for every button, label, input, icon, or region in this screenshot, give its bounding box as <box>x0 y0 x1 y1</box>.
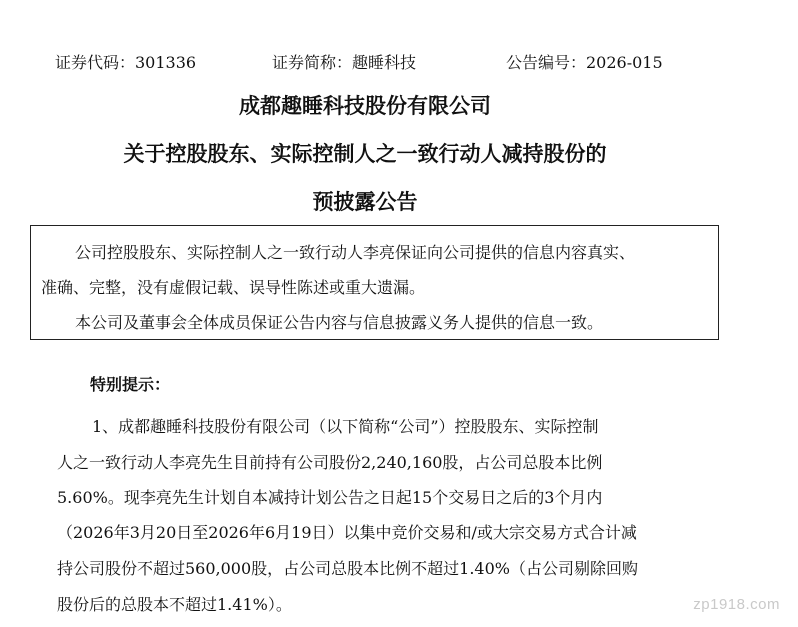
notice-line-2: 准确、完整，没有虚假记载、误导性陈述或重大遗漏。 <box>41 278 426 297</box>
announcement-subject-line-1: 关于控股股东、实际控制人之一致行动人减持股份的 <box>123 142 607 166</box>
announcement-number: 公告编号：2026-015 <box>506 53 663 72</box>
body-line: 股份后的总股本不超过1.41%）。 <box>57 595 292 614</box>
notice-line-1: 公司控股股东、实际控制人之一致行动人李亮保证向公司提供的信息内容真实、 <box>75 243 636 262</box>
body-line: 持公司股份不超过560,000股，占公司总股本比例不超过1.40%（占公司剔除回购 <box>57 559 638 578</box>
site-watermark: zp1918.com <box>693 596 780 613</box>
notice-line-3: 本公司及董事会全体成员保证公告内容与信息披露义务人提供的信息一致。 <box>75 313 604 332</box>
body-line: 人之一致行动人李亮先生目前持有公司股份2,240,160股，占公司总股本比例 <box>57 453 603 472</box>
stock-abbreviation: 证券简称：趣睡科技 <box>272 53 417 72</box>
body-line: 1、成都趣睡科技股份有限公司（以下简称“公司”）控股股东、实际控制 <box>92 417 599 436</box>
body-line: （2026年3月20日至2026年6月19日）以集中竞价交易和/或大宗交易方式合计减 <box>57 523 637 542</box>
guarantee-notice-box <box>30 225 719 340</box>
announcement-subject-line-2: 预披露公告 <box>312 190 418 214</box>
announcement-info-line <box>0 50 798 76</box>
stock-code: 证券代码：301336 <box>55 53 197 72</box>
company-name-title: 成都趣睡科技股份有限公司 <box>239 94 491 118</box>
body-line: 5.60%。现李亮先生计划自本减持计划公告之日起15个交易日之后的3个月内 <box>57 488 603 507</box>
special-notice-heading: 特别提示： <box>90 375 171 394</box>
